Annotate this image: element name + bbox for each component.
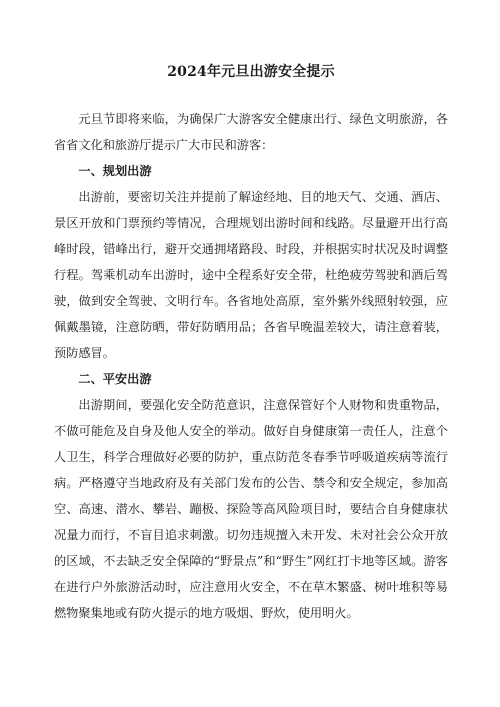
- section-safe-trip: [54, 366, 448, 626]
- intro-paragraph: 元旦节即将来临，为确保广大游客安全健康出行、绿色文明旅游，各省省文化和旅游厅提示广大市民和游客：: [54, 112, 448, 152]
- section-plan-trip: [54, 158, 448, 366]
- section-heading-plan-trip: 一、规划出游: [78, 164, 152, 178]
- document-title: 2024年元旦出游安全提示: [167, 64, 335, 80]
- section-body-safe-trip: 出游期间，要强化安全防范意识，注意保管好个人财物和贵重物品，不做可能危及自身及他人安全的举动。做好自身健康第一责任人，注意个人卫生，科学合理做好必要的防护，重点防范冬春季节呼吸道疾病等流行病。严格遵守当地政府及有关部门发布的公告、禁令和安全规定，参加高空、高速、潜水、攀岩、蹦极、探险等高风险项目时，要结合自身健康状况量力而行，不盲目追求刺激。切勿违规擅入未开发、未对社会公众开放的区域，不去缺乏安全保障的“野景点”和“野生”网红打卡地等区域。游客在进行户外旅游活动时，应注意用火安全，不在草木繁盛、树叶堆积等易燃物聚集地或有防火提示的地方吸烟、野炊，使用明火。: [54, 398, 448, 620]
- section-body-plan-trip: 出游前，要密切关注并提前了解途经地、目的地天气、交通、酒店、景区开放和门票预约等情况，合理规划出游时间和线路。尽量避开出行高峰时段，错峰出行，避开交通拥堵路段、时段，并根据实时状况及时调整行程。驾乘机动车出游时，途中全程系好安全带，杜绝疲劳驾驶和酒后驾驶，做到安全驾驶、文明行车。各省地处高原，室外紫外线照射较强，应佩戴墨镜，注意防晒，带好防晒用品；各省早晚温差较大，请注意着装，预防感冒。: [54, 190, 448, 360]
- section-heading-safe-trip: 二、平安出游: [78, 372, 152, 386]
